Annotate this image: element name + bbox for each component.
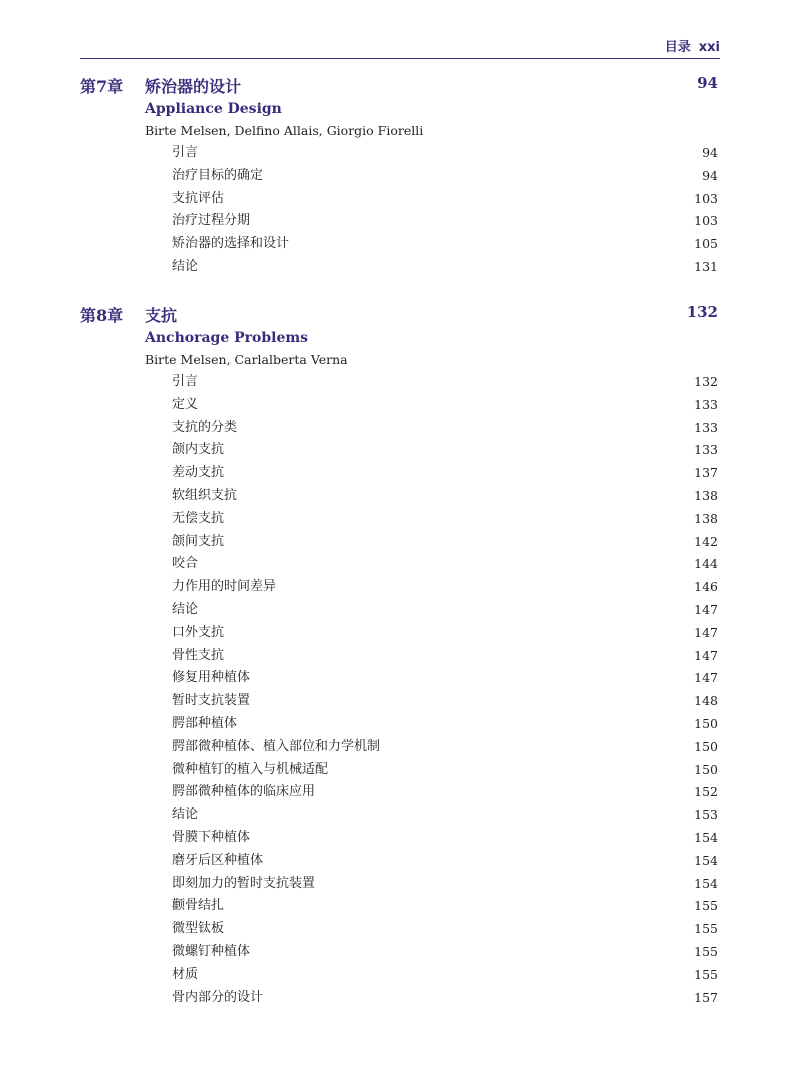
toc-entry-title: 颧骨结扎: [172, 898, 225, 914]
toc-entry[interactable]: [80, 987, 720, 1010]
toc-entry-page: 147: [694, 670, 718, 686]
toc-entry-title: 治疗过程分期: [172, 213, 251, 229]
toc-entry[interactable]: [80, 850, 720, 873]
chapter-page: 132: [686, 303, 718, 321]
toc-entry-title: 暂时支抗装置: [172, 693, 251, 709]
toc-entry[interactable]: [80, 599, 720, 622]
header-section-title: 目录: [664, 40, 691, 55]
toc-entry[interactable]: [80, 645, 720, 668]
toc-entry[interactable]: [80, 417, 720, 440]
toc-entry[interactable]: [80, 804, 720, 827]
toc-entry-page: 138: [694, 487, 718, 503]
toc-entry-page: 103: [694, 190, 718, 206]
toc-entry-page: 154: [694, 852, 718, 868]
toc-entry-list: [80, 371, 720, 1009]
toc-entry[interactable]: [80, 485, 720, 508]
toc-entry-list: [80, 142, 720, 279]
toc-entry-title: 腭部种植体: [172, 715, 238, 731]
toc-entry-page: 133: [694, 396, 718, 412]
toc-entry[interactable]: [80, 439, 720, 462]
toc-entry[interactable]: [80, 165, 720, 188]
chapter-8: [80, 303, 720, 1009]
toc-entry[interactable]: [80, 736, 720, 759]
toc-entry-title: 即刻加力的暂时支抗装置: [172, 875, 316, 891]
toc-entry[interactable]: [80, 827, 720, 850]
header-rule: [80, 58, 720, 59]
toc-entry-page: 157: [694, 989, 718, 1005]
toc-entry-title: 口外支抗: [172, 624, 225, 640]
toc-entry-title: 骨膜下种植体: [172, 829, 251, 845]
toc-entry-title: 力作用的时间差异: [172, 579, 277, 595]
toc-entry[interactable]: [80, 895, 720, 918]
toc-entry-title: 腭部微种植体的临床应用: [172, 784, 316, 800]
toc-entry-page: 94: [702, 167, 718, 183]
toc-entry[interactable]: [80, 394, 720, 417]
toc-entry-page: 153: [694, 807, 718, 823]
toc-entry[interactable]: [80, 553, 720, 576]
toc-entry-page: 150: [694, 738, 718, 754]
toc-entry[interactable]: [80, 531, 720, 554]
toc-entry[interactable]: [80, 576, 720, 599]
toc-entry-title: 结论: [172, 258, 199, 274]
toc-entry-title: 微种植钉的植入与机械适配: [172, 761, 329, 777]
toc-entry-page: 155: [694, 921, 718, 937]
toc-entry-title: 颌内支抗: [172, 442, 225, 458]
toc-entry-title: 骨内部分的设计: [172, 989, 264, 1005]
toc-entry-title: 修复用种植体: [172, 670, 251, 686]
toc-entry[interactable]: [80, 508, 720, 531]
toc-entry[interactable]: [80, 371, 720, 394]
toc-entry-page: 147: [694, 624, 718, 640]
chapter-title: 支抗: [145, 306, 178, 325]
chapter-7: [80, 74, 720, 279]
toc-entry-title: 引言: [172, 374, 199, 389]
chapter-title-en: Anchorage Problems: [145, 330, 309, 346]
toc-entry-page: 150: [694, 715, 718, 731]
toc-entry-title: 结论: [172, 601, 199, 617]
chapter-authors: Birte Melsen, Carlalberta Verna: [145, 352, 348, 367]
toc-entry-title: 材质: [172, 966, 199, 982]
toc-entry-page: 133: [694, 442, 718, 458]
toc-entry-title: 结论: [172, 807, 199, 823]
chapter-heading: [80, 74, 720, 98]
toc-entry-page: 155: [694, 898, 718, 914]
toc-entry-page: 152: [694, 784, 718, 800]
toc-entry-title: 腭部微种植体、植入部位和力学机制: [172, 738, 381, 754]
header-page-number: xxi: [698, 40, 720, 55]
toc-entry-title: 微螺钉种植体: [172, 943, 251, 959]
toc-entry[interactable]: [80, 713, 720, 736]
chapter-title-en: Appliance Design: [145, 101, 282, 117]
toc-entry-page: 148: [694, 693, 718, 709]
toc-entry-title: 矫治器的选择和设计: [172, 236, 290, 252]
toc-entry-page: 155: [694, 966, 718, 982]
toc-entry[interactable]: [80, 918, 720, 941]
toc-entry[interactable]: [80, 759, 720, 782]
toc-entry[interactable]: [80, 622, 720, 645]
toc-entry-page: 147: [694, 601, 718, 617]
toc-entry-page: 103: [694, 213, 718, 229]
toc-entry-page: 154: [694, 829, 718, 845]
toc-entry-page: 132: [694, 374, 718, 389]
toc-entry[interactable]: [80, 142, 720, 165]
toc-entry-title: 引言: [172, 145, 199, 160]
toc-entry[interactable]: [80, 941, 720, 964]
toc-entry-page: 150: [694, 761, 718, 777]
toc-entry-title: 支抗的分类: [172, 419, 238, 435]
toc-entry-title: 颌间支抗: [172, 533, 225, 549]
toc-entry[interactable]: [80, 188, 720, 211]
toc-entry[interactable]: [80, 256, 720, 279]
chapter-authors: Birte Melsen, Delfino Allais, Giorgio Fiorelli: [145, 123, 424, 138]
toc-entry[interactable]: [80, 667, 720, 690]
toc-entry[interactable]: [80, 462, 720, 485]
toc-entry-title: 咬合: [172, 556, 199, 572]
toc-entry-page: 94: [702, 145, 718, 160]
toc-entry-title: 微型钛板: [172, 921, 225, 937]
toc-entry-title: 差动支抗: [172, 465, 225, 481]
toc-entry-page: 137: [694, 465, 718, 481]
chapter-number: 第7章: [80, 77, 124, 96]
toc-entry-page: 133: [694, 419, 718, 435]
toc-entry-title: 磨牙后区种植体: [172, 852, 264, 868]
toc-entry[interactable]: [80, 781, 720, 804]
toc-entry-page: 144: [694, 556, 718, 572]
toc-entry[interactable]: [80, 964, 720, 987]
toc-entry-title: 治疗目标的确定: [172, 167, 264, 183]
toc-entry-page: 146: [694, 579, 718, 595]
chapter-page: 94: [697, 74, 718, 92]
chapter-number: 第8章: [80, 306, 124, 325]
toc-entry-title: 无偿支抗: [172, 510, 225, 526]
toc-entry-title: 支抗评估: [172, 190, 225, 206]
chapter-title: 矫治器的设计: [145, 77, 242, 96]
toc-entry-page: 155: [694, 943, 718, 959]
toc-entry-title: 骨性支抗: [172, 647, 225, 663]
toc-entry[interactable]: [80, 690, 720, 713]
toc-entry-page: 154: [694, 875, 718, 891]
toc-entry-title: 软组织支抗: [172, 487, 238, 503]
toc-entry-page: 142: [694, 533, 718, 549]
chapter-heading: [80, 303, 720, 327]
toc-entry-page: 131: [694, 258, 718, 274]
toc-entry-page: 105: [694, 236, 718, 252]
toc-entry[interactable]: [80, 873, 720, 896]
toc-entry[interactable]: [80, 233, 720, 256]
toc-entry[interactable]: [80, 210, 720, 233]
toc-entry-title: 定义: [172, 396, 199, 412]
toc-entry-page: 147: [694, 647, 718, 663]
running-header: [665, 36, 720, 55]
toc-entry-page: 138: [694, 510, 718, 526]
